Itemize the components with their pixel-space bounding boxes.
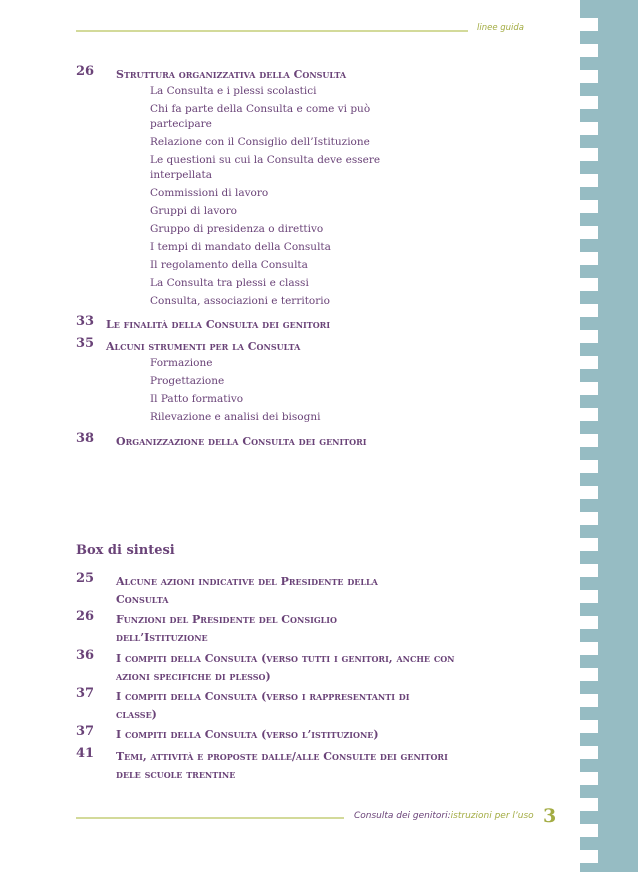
binding-notch <box>580 96 598 109</box>
binding-notch <box>580 278 598 291</box>
box-title: Temi, attività e proposte dalle/alle Consulte dei genitori dele scuole trentine <box>116 750 448 781</box>
box-page-number: 25 <box>76 571 95 586</box>
toc-subitem[interactable]: Formazione <box>150 357 213 369</box>
toc-subitem[interactable]: Consulta, associazioni e territorio <box>150 295 330 307</box>
binding-notch <box>580 486 598 499</box>
binding-notch <box>580 590 598 603</box>
toc-subitem[interactable]: Commissioni di lavoro <box>150 187 269 199</box>
binding-notch <box>580 694 598 707</box>
toc-page-number: 38 <box>76 431 95 446</box>
toc-page-number: 26 <box>76 64 95 79</box>
binding-notch <box>580 200 598 213</box>
box-page-number: 41 <box>76 746 95 761</box>
toc-title: Organizzazione della Consulta dei genitori <box>116 435 367 448</box>
toc-title: Struttura organizzativa della Consulta <box>116 68 347 81</box>
footer-title: Consulta dei genitori <box>354 811 448 821</box>
binding-notch <box>580 642 598 655</box>
binding-notch <box>580 798 598 811</box>
binding-notch <box>580 408 598 421</box>
toc-subitem[interactable]: La Consulta tra plessi e classi <box>150 277 309 289</box>
header-label: linee guida <box>477 23 525 33</box>
toc-subitem[interactable]: Chi fa parte della Consulta e come vi può partecipare <box>150 103 371 130</box>
binding-notch <box>580 668 598 681</box>
box-page-number: 36 <box>76 648 95 663</box>
footer-rule <box>76 817 344 819</box>
box-title: Alcune azioni indicative del Presidente della Consulta <box>116 575 378 606</box>
toc-subitem[interactable]: I tempi di mandato della Consulta <box>150 241 331 253</box>
binding-notch <box>580 226 598 239</box>
binding-notch <box>580 720 598 733</box>
box-page-number: 37 <box>76 724 95 739</box>
binding-notch <box>580 512 598 525</box>
toc-subitem[interactable]: Rilevazione e analisi dei bisogni <box>150 411 321 423</box>
toc-title: Alcuni strumenti per la Consulta <box>106 340 301 353</box>
toc-page-number: 33 <box>76 314 95 329</box>
binding-notch <box>580 330 598 343</box>
toc-subitem[interactable]: Il Patto formativo <box>150 393 244 405</box>
binding-notch <box>580 44 598 57</box>
box-heading: Box di sintesi <box>76 543 175 558</box>
box-page-number: 37 <box>76 686 95 701</box>
binding-notch <box>580 564 598 577</box>
toc-title: Le finalità della Consulta dei genitori <box>106 318 331 331</box>
footer-subtitle: istruzioni per l’uso <box>450 811 534 821</box>
binding-notch <box>580 616 598 629</box>
toc-page-number: 35 <box>76 336 95 351</box>
toc-subitem[interactable]: Il regolamento della Consulta <box>150 259 308 271</box>
footer-text <box>354 811 534 821</box>
binding-notch <box>580 746 598 759</box>
binding-notch <box>580 538 598 551</box>
header-rule <box>76 30 468 32</box>
binding-notch <box>580 70 598 83</box>
binding-notch <box>580 460 598 473</box>
toc-subitems <box>150 84 410 312</box>
page-number: 3 <box>543 805 557 827</box>
binding-notch <box>580 772 598 785</box>
toc-subitem[interactable]: Gruppi di lavoro <box>150 205 237 217</box>
box-title: I compiti della Consulta (verso tutti i genitori, anche con azioni specifiche di plesso) <box>116 652 455 683</box>
binding-notch <box>580 850 598 863</box>
binding-notch <box>580 382 598 395</box>
toc-subitem[interactable]: Progettazione <box>150 375 225 387</box>
binding-notch <box>580 304 598 317</box>
binding-notch <box>580 252 598 265</box>
box-page-number: 26 <box>76 609 95 624</box>
binding-notch <box>580 148 598 161</box>
box-title: I compiti della Consulta (verso i rappresentanti di classe) <box>116 690 410 721</box>
binding-notch <box>580 122 598 135</box>
toc-subitems <box>150 356 410 428</box>
box-title: Funzioni del Presidente del Consiglio dell’Istituzione <box>116 613 338 644</box>
toc-subitem[interactable]: La Consulta e i plessi scolastici <box>150 85 317 97</box>
toc-subitem[interactable]: Le questioni su cui la Consulta deve essere interpellata <box>150 154 381 181</box>
binding-notch <box>580 18 598 31</box>
binding-notch <box>580 434 598 447</box>
toc-subitem[interactable]: Relazione con il Consiglio dell’Istituzione <box>150 136 370 148</box>
binding-notch <box>580 174 598 187</box>
toc-subitem[interactable]: Gruppo di presidenza o direttivo <box>150 223 324 235</box>
box-title: I compiti della Consulta (verso l’istituzione) <box>116 728 379 741</box>
binding-notch <box>580 824 598 837</box>
binding-notch <box>580 356 598 369</box>
footer-separator: : <box>447 811 451 821</box>
